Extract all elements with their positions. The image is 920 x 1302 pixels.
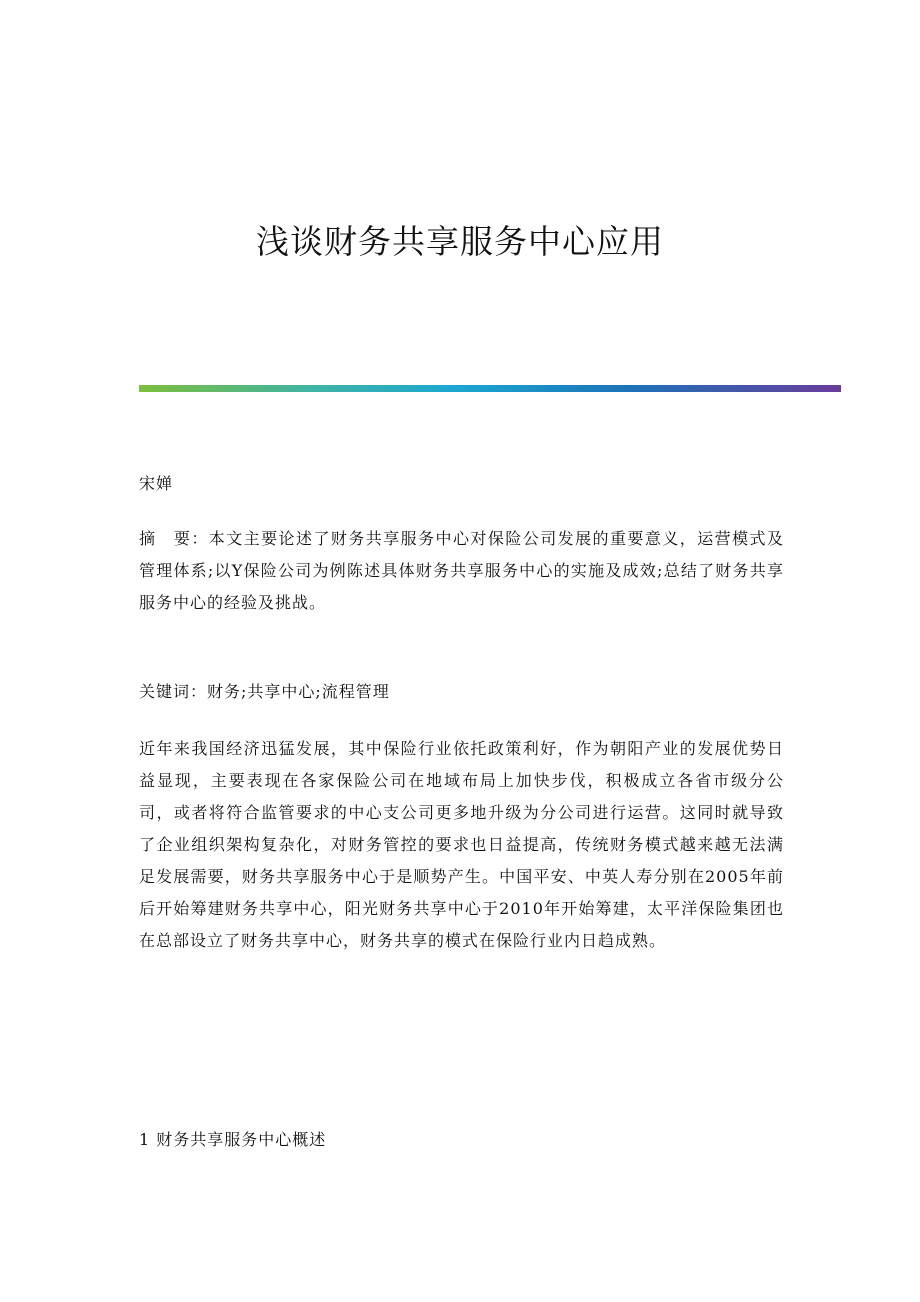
- body-paragraph: 近年来我国经济迅猛发展，其中保险行业依托政策利好，作为朝阳产业的发展优势日益显现，主要表现在各家保险公司在地域布局上加快步伐，积极成立各省市级分公司，或者将符合监管要求的中心支公司更多地升级为分公司进行运营。这同时就导致了企业组织架构复杂化，对财务管控的要求也日益提高，传统财务模式越来越无法满足发展需要，财务共享服务中心于是顺势产生。中国平安、中英人寿分别在2005年前后开始筹建财务共享中心，阳光财务共享中心于2010年开始筹建，太平洋保险集团也在总部设立了财务共享中心，财务共享的模式在保险行业内日趋成熟。: [139, 739, 784, 950]
- document-title: 浅谈财务共享服务中心应用: [256, 222, 664, 261]
- author-name: 宋婵: [139, 474, 174, 493]
- keywords-line: 关键词：财务;共享中心;流程管理: [139, 682, 390, 701]
- title-divider-rule: [139, 385, 841, 392]
- section-heading: 1 财务共享服务中心概述: [139, 1130, 327, 1149]
- abstract-paragraph: 摘 要：本文主要论述了财务共享服务中心对保险公司发展的重要意义，运营模式及管理体系;以Y保险公司为例陈述具体财务共享服务中心的实施及成效;总结了财务共享服务中心的经验及挑战。: [139, 529, 784, 612]
